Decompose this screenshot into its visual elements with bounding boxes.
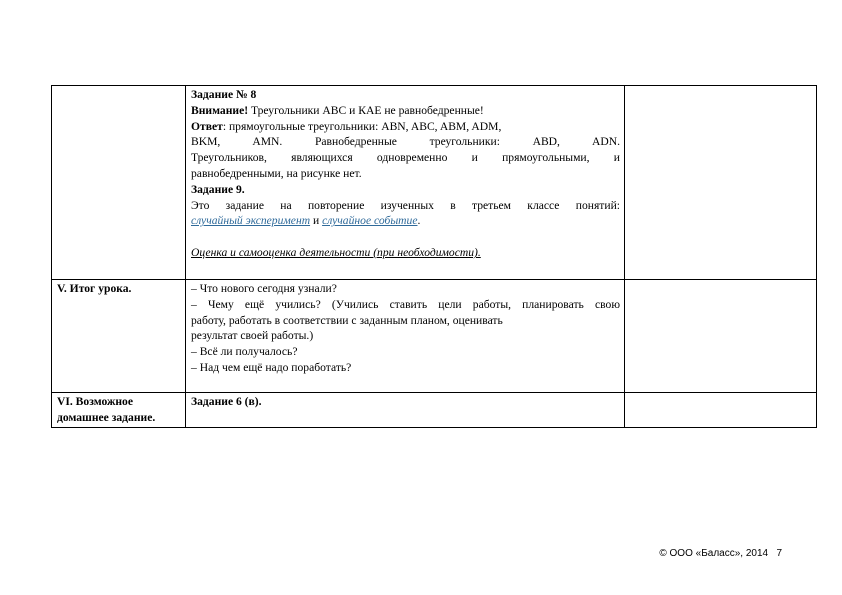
content-cell — [186, 86, 625, 280]
stage-label-summary: V. Итог урока. — [52, 280, 186, 393]
summary-line: – Чему ещё учились? (Учились ставить цели работы, планировать свою — [191, 297, 620, 311]
page-number: 7 — [776, 548, 782, 559]
table-row — [52, 393, 817, 428]
lesson-table — [51, 85, 817, 428]
task9-line1: Это задание на повторение изученных в третьем классе понятий: — [191, 198, 620, 212]
task8-answer-line1 — [191, 119, 620, 135]
task8-title: Задание № 8 — [191, 88, 257, 101]
task9-line2 — [191, 213, 620, 229]
summary-line: результат своей работы.) — [191, 329, 314, 343]
table-row — [52, 86, 817, 280]
task8-warning — [191, 103, 620, 119]
homework-label-line2: домашнее задание. — [57, 410, 156, 424]
homework-label-line1: VI. Возможное — [57, 395, 133, 408]
summary-line: – Над чем ещё надо поработать? — [191, 360, 352, 374]
task8-answer-line2: BKM, AMN. Равнобедренные треугольники: ABD, ADN. — [191, 135, 620, 149]
task9-title: Задание 9. — [191, 182, 245, 196]
answer-text: : прямоугольные треугольники: ABN, ABC, ABM, ADM, — [222, 119, 502, 133]
spacer — [191, 229, 620, 245]
notes-cell-empty — [625, 86, 817, 280]
notes-cell-empty — [625, 393, 817, 428]
assessment-note: Оценка и самооценка деятельности (при необходимости). — [191, 245, 481, 259]
answer-label: Ответ — [191, 119, 223, 133]
content-cell-summary — [186, 280, 625, 393]
summary-line: работу, работать в соответствии с заданным планом, оценивать — [191, 313, 503, 327]
stage-label-homework — [52, 393, 186, 428]
task8-answer-line3: Треугольников, являющихся одновременно и прямоугольными, и — [191, 151, 620, 165]
table-row — [52, 280, 817, 393]
warning-label: Внимание! — [191, 103, 249, 117]
notes-cell-empty — [625, 280, 817, 393]
task8-answer-line4: равнобедренными, на рисунке нет. — [191, 166, 362, 180]
warning-text: Треугольники АВС и КАЕ не равнобедренные! — [248, 103, 484, 117]
task9-end: . — [417, 214, 421, 228]
copyright: © ООО «Баласс», 2014 — [659, 548, 769, 559]
task9-connector: и — [310, 214, 323, 228]
term-random-experiment-link[interactable]: случайный эксперимент — [191, 214, 311, 228]
stage-cell-empty — [52, 86, 186, 280]
term-random-event-link[interactable]: случайное событие — [322, 214, 418, 228]
summary-line: – Что нового сегодня узнали? — [191, 282, 337, 295]
summary-line: – Всё ли получалось? — [191, 345, 298, 359]
homework-task: Задание 6 (в). — [186, 393, 625, 428]
page-footer — [602, 548, 782, 559]
